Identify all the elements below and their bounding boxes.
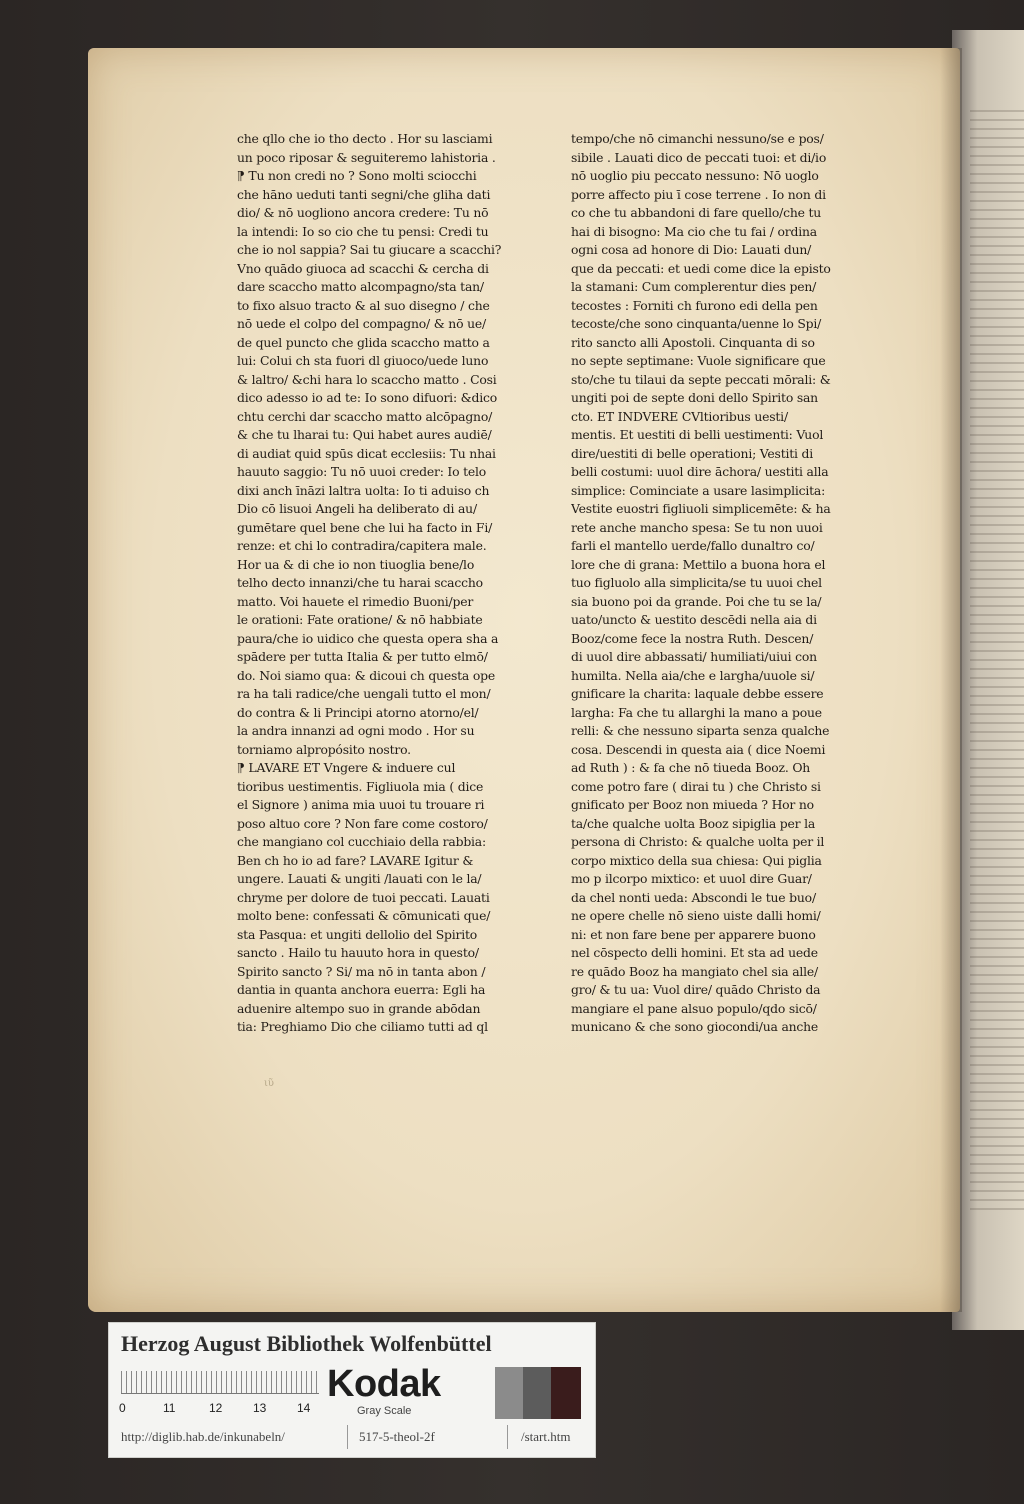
text-line: Booz/come fece la nostra Ruth. Descen/ — [571, 630, 814, 646]
text-line: dixi anch īnāzi laltra uolta: Io ti aduiso ch — [237, 482, 490, 498]
text-line: belli costumi: uuol dire āchora/ uestiti alla — [571, 464, 829, 479]
text-line: la stamani: Cum complerentur dies pen/ — [571, 279, 817, 294]
text-line: co che tu abbandoni di fare quello/che tu — [571, 205, 822, 220]
text-line: Vestite euostri figliuoli simplicemēte: & ha — [571, 501, 831, 516]
text-line: la andra innanzi ad ogni modo . Hor su — [237, 723, 475, 738]
text-line: uato/uncto & uestito descēdi nella aia di — [571, 612, 817, 627]
text-line: lore che di grana: Mettilo a buona hora el — [571, 556, 826, 572]
text-line: simplice: Cominciate a usare lasimplicita: — [571, 482, 826, 498]
text-line: tioribus uestimentis. Figliuola mia ( dice — [237, 778, 484, 794]
text-line: nō uoglio piu peccato nessuno: Nō uoglo — [571, 168, 819, 183]
text-line: ni: et non fare bene per apparere buono — [571, 926, 816, 942]
text-line: spādere per tutta Italia & per tutto elmō/ — [237, 649, 488, 664]
text-line: ta/che qualche uolta Booz sipiglia per la — [571, 815, 816, 831]
text-line: porre affecto piu ī cose terrene . Io non di — [571, 186, 826, 202]
text-line: dire/uestiti di belle operationi; Vestiti di — [571, 445, 814, 461]
text-line: ne opere chelle nō sieno uiste dalli homi/ — [571, 908, 821, 923]
text-line: mangiare el pane alsuo populo/qdo sicō/ — [571, 1000, 817, 1016]
text-line: Ben ch ho io ad fare? LAVARE Igitur & — [237, 852, 474, 868]
text-line: mentis. Et uestiti di belli uestimenti: Vuol — [571, 427, 824, 442]
text-line: gnificare la charita: laquale debbe essere — [571, 686, 824, 701]
gray-swatch-dark — [551, 1367, 581, 1419]
text-line: la intendi: Io so cio che tu pensi: Credi tu — [237, 223, 489, 239]
text-line: ogni cosa ad honore di Dio: Lauati dun/ — [571, 242, 812, 257]
text-line: tecoste/che sono cinquanta/uenne lo Spi/ — [571, 316, 822, 331]
start-link[interactable]: /start.htm — [521, 1429, 571, 1444]
text-line: gro/ & tu ua: Vuol dire/ quādo Christo da — [571, 982, 821, 997]
text-line: gnificato per Booz non miueda ? Hor no — [571, 797, 814, 812]
text-line: nel cōspecto delli homini. Et sta ad uede — [571, 945, 818, 960]
text-line: cosa. Descendi in questa aia ( dice Noemi — [571, 741, 826, 757]
ruler-number: 13 — [253, 1401, 267, 1415]
text-line: che hāno ueduti tanti segni/che gliha dati — [237, 186, 491, 202]
text-line: matto. Voi hauete el rimedio Buoni/per — [237, 593, 474, 609]
color-target-card — [108, 1322, 596, 1458]
text-line: ra ha tali radice/che uengali tutto el mon/ — [237, 686, 491, 701]
text-line: hauuto saggio: Tu nō uuoi creder: Io telo — [237, 464, 487, 479]
text-line: to fixo alsuo tracto & al suo disegno / che — [237, 297, 490, 313]
text-line: hai di bisogno: Ma cio che tu fai / ordina — [571, 223, 817, 239]
text-line: le orationi: Fate oratione/ & nō habbiate — [237, 612, 483, 627]
text-line: farli el mantello uerde/fallo dunaltro co/ — [571, 538, 815, 553]
text-line: tia: Preghiamo Dio che ciliamo tutti ad ql — [237, 1019, 488, 1034]
text-line: di uuol dire abbassati/ humiliati/uiui con — [571, 649, 817, 664]
text-line: molto bene: confessati & cōmunicati que/ — [237, 908, 491, 923]
text-line: & laltro/ &chi hara lo scaccho matto . Cosi — [237, 371, 497, 387]
text-line: cto. ET INDVERE CVltioribus uesti/ — [571, 408, 788, 424]
text-line: di audiat quid spūs dicat ecclesiis: Tu nhai — [237, 445, 496, 461]
text-line: dare scaccho matto alcompagno/sta tan/ — [237, 279, 484, 294]
text-line: tecostes : Forniti ch furono edi della pen — [571, 297, 818, 313]
ruler-number: 11 — [163, 1401, 176, 1415]
left-text-column — [237, 130, 551, 1037]
text-line: ⁋ LAVARE ET Vngere & induere cul — [237, 760, 456, 775]
source-url: http://diglib.hab.de/inkunabeln/ — [121, 1429, 285, 1444]
text-line: chryme per dolore de tuoi peccati. Lauati — [237, 889, 490, 905]
text-line: poso altuo core ? Non fare come costoro/ — [237, 815, 488, 831]
text-line: Hor ua & di che io non tiuoglia bene/lo — [237, 556, 475, 572]
text-line: sta Pasqua: et ungiti dellolio del Spirito — [237, 926, 478, 942]
text-line: Dio cō lisuoi Angeli ha deliberato di au/ — [237, 501, 477, 516]
text-line: & che tu lharai tu: Qui habet aures audiē/ — [237, 427, 492, 442]
text-line: gumētare quel bene che lui ha facto in Fi/ — [237, 519, 493, 535]
text-line: que da peccati: et uedi come dice la epistο — [571, 260, 831, 276]
text-line: torniamo alpropósito nostro. — [237, 741, 411, 757]
text-line: largha: Fa che tu allarghi la mano a poue — [571, 704, 822, 720]
text-line: chtu cerchi dar scaccho matto alcōpagno/ — [237, 408, 493, 424]
text-line: sibile . Lauati dico de peccati tuoi: et di/io — [571, 149, 827, 165]
text-line: de quel puncto che glida scaccho matto a — [237, 334, 490, 350]
divider — [347, 1425, 348, 1449]
text-line: dico adesso io ad te: Io sono difuori: &dico — [237, 390, 497, 405]
page-mark: ιῦ — [264, 1078, 274, 1089]
text-line: che io nol sappia? Sai tu giucare a scacchi? — [237, 242, 502, 257]
text-line: rete anche mancho spesa: Se tu non uuoi — [571, 519, 823, 535]
text-line: che qllo che io tho decto . Hor su lasciami — [237, 131, 493, 146]
text-line: ungiti poi de septe doni dello Spirito san — [571, 390, 818, 405]
text-line: aduenire altempo suo in grande abōdan — [237, 1000, 481, 1016]
text-line: municano & che sono giocondi/ua anche — [571, 1019, 819, 1034]
text-line: renze: et chi lo contradira/capitera male. — [237, 538, 487, 553]
ruler-number: 12 — [209, 1401, 223, 1415]
text-line: tuo figluolo alla simplicita/se tu uuoi chel — [571, 575, 822, 590]
text-line: Vno quādo giuoca ad scacchi & cercha di — [237, 260, 489, 276]
text-line: persona di Christo: & qualche uolta per il — [571, 834, 825, 849]
text-line: do. Noi siamo qua: & dicoui ch questa ope — [237, 667, 495, 683]
kodak-logo: Kodak — [327, 1363, 441, 1405]
text-line: sia buono poi da grande. Poi che tu se la/ — [571, 593, 822, 609]
text-line: telho decto innanzi/che tu harai scaccho — [237, 575, 483, 590]
text-line: corpo mixtico della sua chiesa: Qui piglia — [571, 852, 822, 868]
text-line: da chel nonti ueda: Abscondi le tue buo/ — [571, 889, 816, 905]
text-line: paura/che io uidico che questa opera sha a — [237, 630, 499, 646]
gray-scale-label: Gray Scale — [357, 1405, 412, 1417]
text-line: sancto . Hailo tu hauuto hora in questo/ — [237, 945, 479, 960]
text-line: humilta. Nella aia/che e largha/uuole si/ — [571, 667, 815, 683]
text-line: relli: & che nessuno siparta senza qualche — [571, 723, 830, 738]
text-line: dio/ & nō uogliono ancora credere: Tu nō — [237, 205, 489, 220]
text-line: el Signore ) anima mia uuoi tu trouare ri — [237, 797, 485, 812]
text-line: no septe septimane: Vuole significare que — [571, 353, 826, 368]
shelfmark: 517-5-theol-2f — [359, 1429, 435, 1444]
right-text-column — [571, 130, 885, 1037]
text-line: Spirito sancto ? Si/ ma nō in tanta abon / — [237, 963, 486, 979]
scale-ruler — [121, 1371, 319, 1394]
text-line: come potro fare ( dirai tu ) che Christo si — [571, 778, 821, 794]
text-line: dantia in quanta anchora euerra: Egli ha — [237, 982, 486, 997]
text-line: do contra & li Principi atorno atorno/el/ — [237, 704, 479, 720]
text-line: un poco riposar & seguiteremo lahistoria . — [237, 149, 496, 165]
text-line: che mangiano col cucchiaio della rabbia: — [237, 834, 486, 849]
text-line: sto/che tu tilaui da septe peccati mōrali: & — [571, 371, 831, 387]
gray-swatch-light — [495, 1367, 523, 1419]
divider — [507, 1425, 508, 1449]
library-title: Herzog August Bibliothek Wolfenbüttel — [121, 1331, 492, 1356]
text-line: ad Ruth ) : & fa che nō tiueda Booz. Oh — [571, 760, 811, 775]
ruler-number: 14 — [297, 1401, 311, 1415]
adjacent-page-edge — [952, 30, 1024, 1330]
text-line: ungere. Lauati & ungiti /lauati con le la/ — [237, 871, 482, 886]
text-line: ⁋ Tu non credi no ? Sono molti sciocchi — [237, 168, 477, 183]
text-line: re quādo Booz ha mangiato chel sia alle/ — [571, 963, 819, 979]
gray-swatch-mid — [523, 1367, 551, 1419]
text-line: rito sancto alli Apostoli. Cinquanta di so — [571, 334, 815, 350]
text-line: tempo/che nō cimanchi nessuno/se e pos/ — [571, 131, 824, 146]
ruler-number: 0 — [119, 1401, 126, 1415]
text-line: lui: Colui ch sta fuori dl giuoco/uede luno — [237, 353, 489, 368]
text-line: nō uede el colpo del compagno/ & nō ue/ — [237, 316, 486, 331]
text-line: mo p ilcorpo mixtico: et uuol dire Guar/ — [571, 871, 812, 886]
page-gutter-shadow — [940, 48, 962, 1312]
